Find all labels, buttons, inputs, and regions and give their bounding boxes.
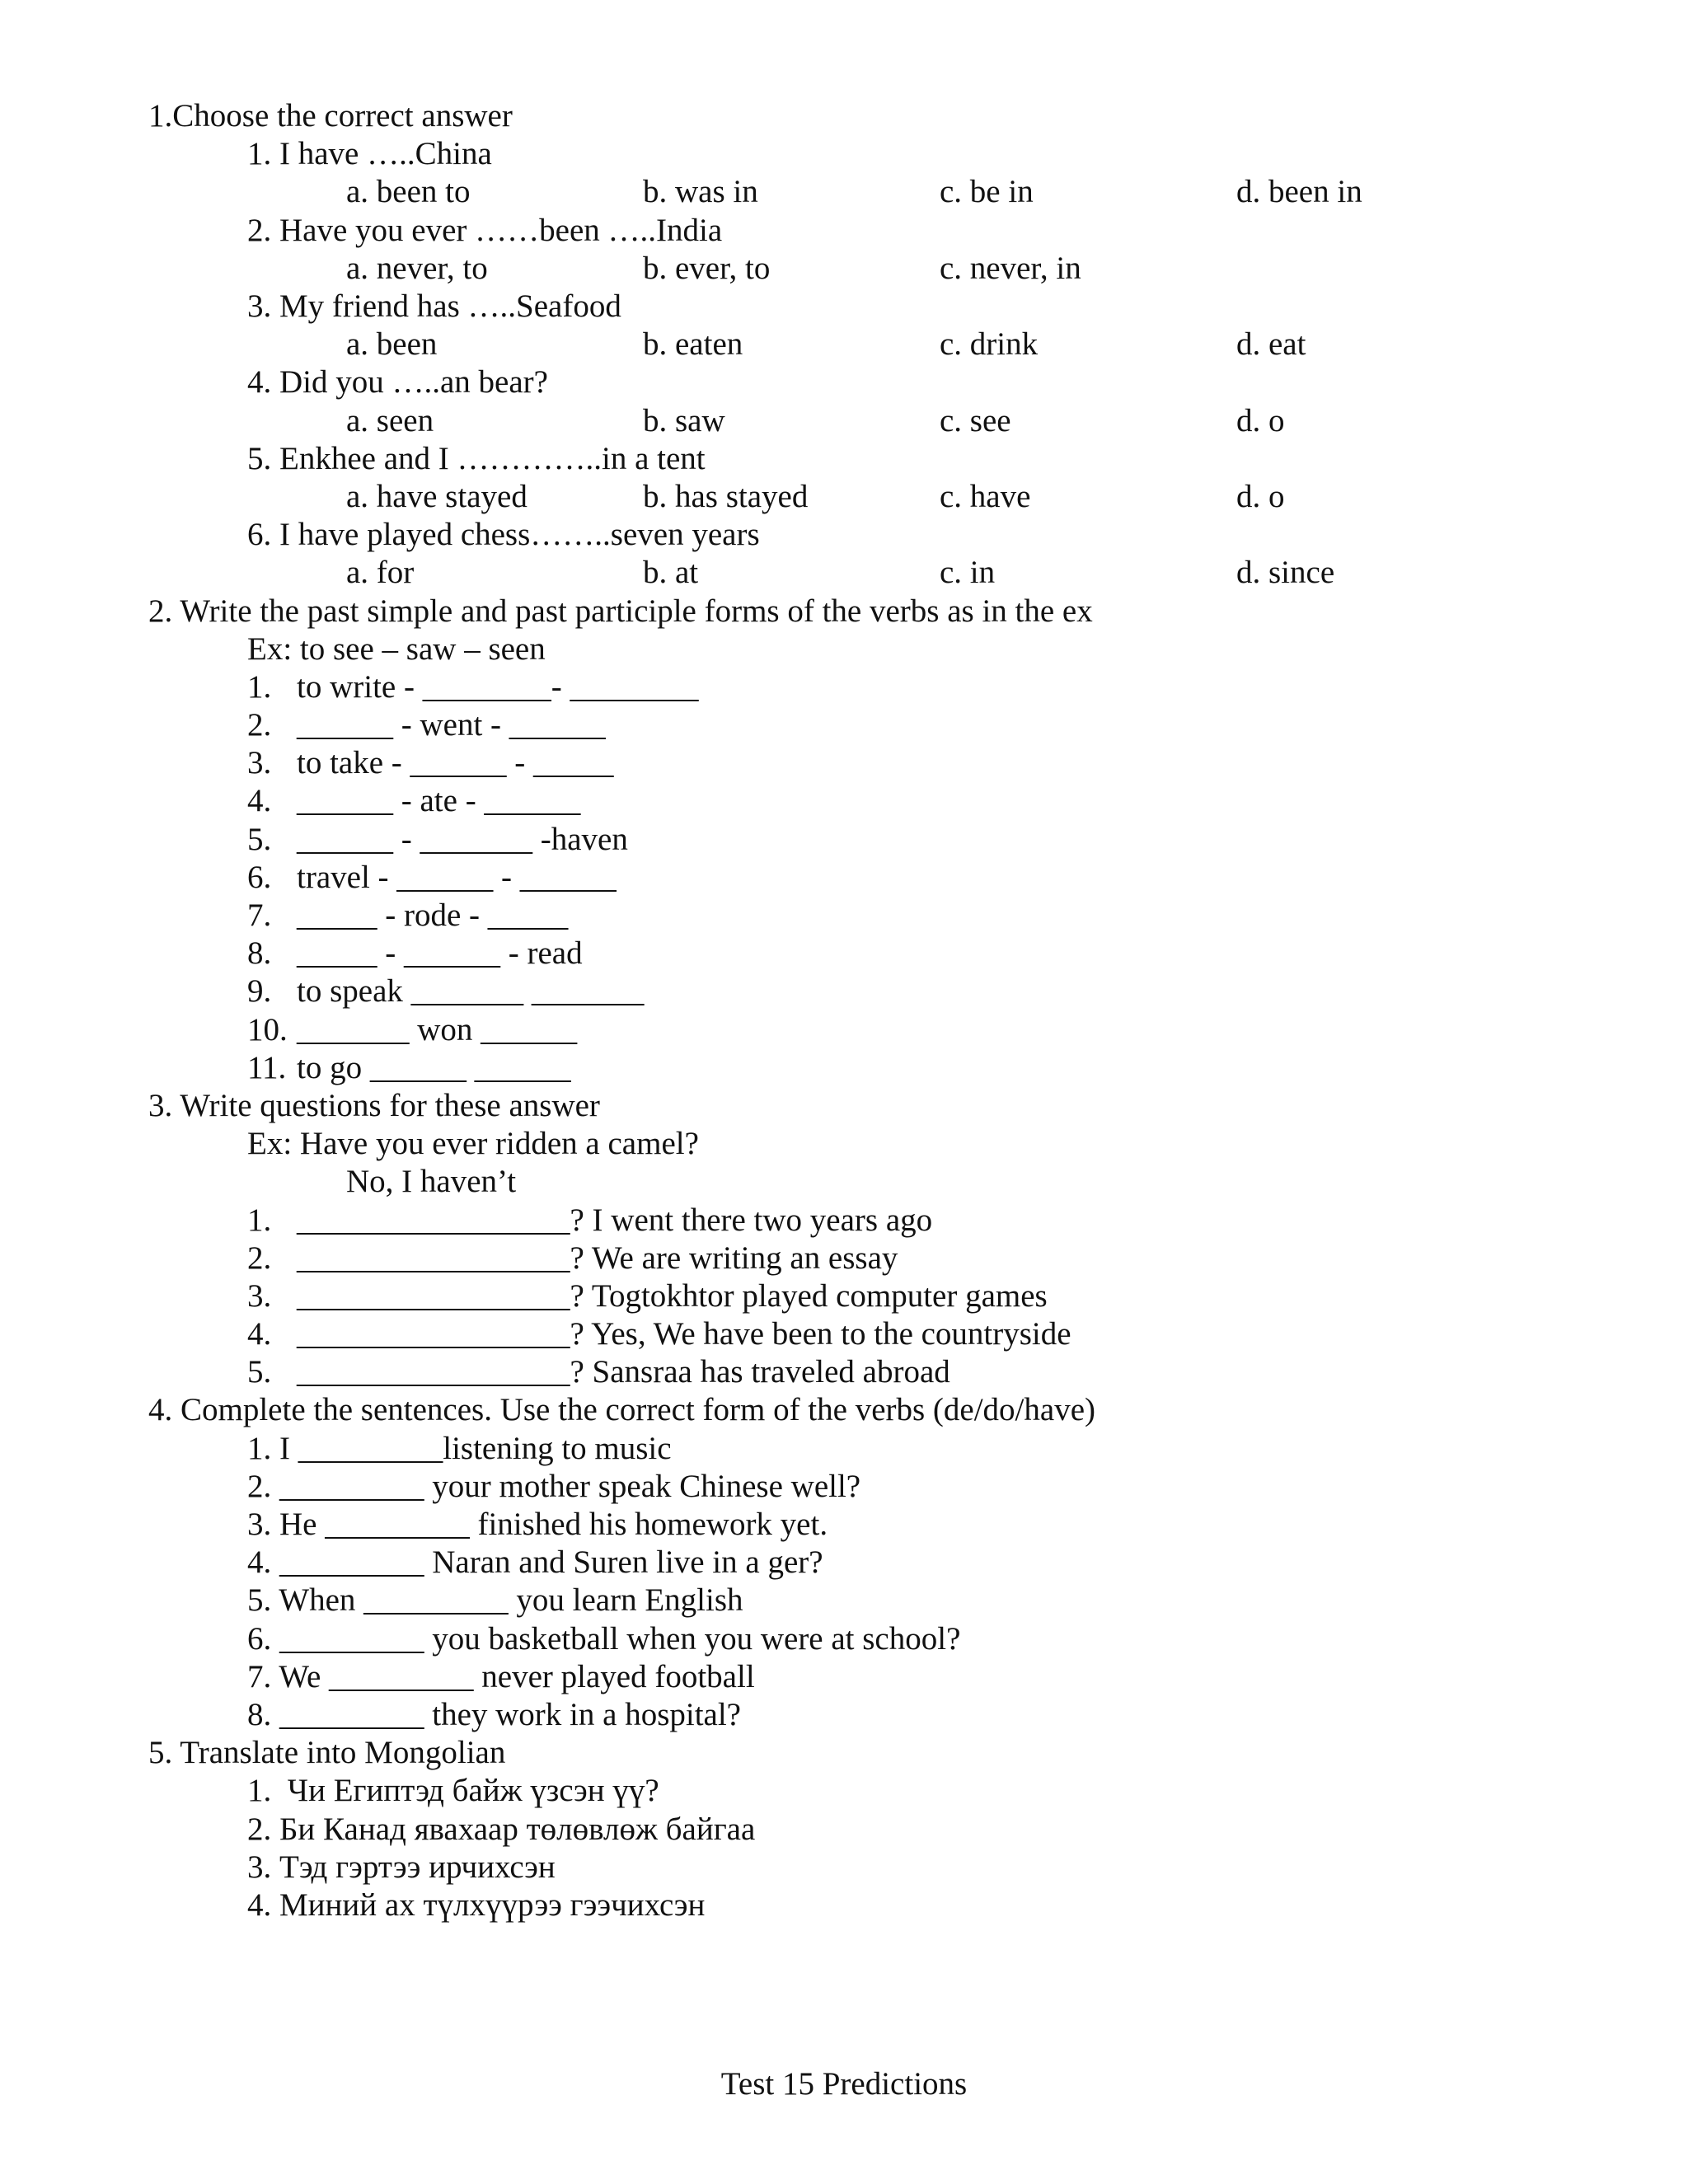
section-1-title: 1.Choose the correct answer [148,98,513,134]
option-a: a. have stayed [346,478,528,514]
sentence-item: 4. _________ Naran and Suren live in a ger? [247,1544,823,1581]
item-text: _________________? Togtokhtor played computer games [297,1277,1048,1314]
option-d: d. eat [1236,326,1306,363]
translate-item: 3. Тэд гэртээ ирчихсэн [247,1849,556,1885]
verb-item [148,897,1591,935]
option-d: d. o [1236,402,1285,438]
option-a: a. been [346,326,438,363]
sentence-item: 5. When _________ you learn English [247,1582,743,1619]
option-d: d. since [1236,555,1335,591]
question-3-options [148,326,1591,363]
question-item [148,1277,1591,1315]
question-4: 4. Did you …..an bear? [247,364,548,401]
section-4-title: 4. Complete the sentences. Use the correct form of the verbs (de/do/have) [148,1392,1095,1428]
question-4-options [148,402,1591,440]
option-c: c. be in [940,174,1034,210]
question-3: 3. My friend has …..Seafood [247,288,621,324]
verb-item [148,782,1591,820]
option-b: b. has stayed [643,478,809,514]
question-5-options [148,478,1591,516]
item-text: ______ - ate - ______ [297,783,581,819]
sentence-item: 7. We _________ never played football [247,1658,755,1694]
verb-item [148,821,1591,859]
sentence-item: 6. _________ you basketball when you were at school? [247,1620,961,1657]
item-number: 11. [247,1049,287,1085]
section-3-title: 3. Write questions for these answer [148,1087,600,1123]
question-1-options [148,173,1591,211]
item-number: 5. [247,821,272,857]
item-text: to write - ________- ________ [297,668,699,705]
item-text: ______ - _______ -haven [297,821,628,857]
item-number: 3. [247,1277,272,1314]
worksheet-content [148,97,1591,1924]
item-number: 4. [247,1316,272,1352]
item-number: 1. [247,1202,272,1238]
question-5: 5. Enkhee and I …………..in a tent [247,440,706,476]
item-text: _____ - ______ - read [297,935,583,972]
item-text: travel - ______ - ______ [297,859,617,895]
option-c: c. have [940,478,1031,514]
question-item [148,1353,1591,1391]
option-c: c. never, in [940,250,1081,286]
translate-item: 4. Миний ах түлхүүрээ гээчихсэн [247,1886,706,1923]
verb-item [148,972,1591,1010]
item-number: 6. [247,859,272,895]
item-number: 4. [247,783,272,819]
option-b: b. ever, to [643,250,771,286]
verb-item [148,859,1591,897]
item-number: 5. [247,1354,272,1390]
option-a: a. been to [346,174,471,210]
translate-item: 2. Би Канад явахаар төлөвлөж байгаа [247,1811,756,1847]
option-b: b. saw [643,402,725,438]
item-number: 7. [247,898,272,934]
option-d: d. been in [1236,174,1362,210]
item-text: _________________? Sansraa has traveled abroad [297,1354,950,1390]
page-footer: Test 15 Predictions [720,2066,968,2102]
sentence-item: 2. _________ your mother speak Chinese well? [247,1468,861,1504]
translate-item: 1. Чи Египтэд байж үзсэн үү? [247,1773,659,1809]
option-c: c. in [940,555,996,591]
question-6-options [148,554,1591,592]
item-number: 1. [247,668,272,705]
question-6: 6. I have played chess……..seven years [247,517,760,553]
sentence-item: 3. He _________ finished his homework yet. [247,1507,828,1543]
item-number: 9. [247,973,272,1010]
item-number: 10. [247,1011,288,1047]
verb-item [148,668,1591,706]
verb-item [148,935,1591,972]
section-3-example: Ex: Have you ever ridden a camel? [247,1126,699,1162]
item-text: _______ won ______ [297,1011,578,1047]
sentence-item: 1. I _________listening to music [247,1430,672,1466]
question-item [148,1202,1591,1240]
option-a: a. seen [346,402,434,438]
item-number: 8. [247,935,272,972]
item-text: _________________? I went there two years ago [297,1202,933,1238]
item-number: 2. [247,1240,272,1276]
option-b: b. eaten [643,326,743,363]
question-2: 2. Have you ever ……been …..India [247,212,723,248]
verb-item [148,1011,1591,1049]
option-a: a. never, to [346,250,488,286]
question-2-options [148,250,1591,288]
option-c: c. drink [940,326,1039,363]
question-1: 1. I have …..China [247,136,492,172]
option-c: c. see [940,402,1011,438]
option-a: a. for [346,555,415,591]
item-number: 2. [247,707,272,743]
item-text: _________________? Yes, We have been to the countryside [297,1316,1071,1352]
section-2-title: 2. Write the past simple and past participle forms of the verbs as in the ex [148,593,1093,629]
item-text: _____ - rode - _____ [297,898,569,934]
item-text: ______ - went - ______ [297,707,606,743]
verb-item [148,706,1591,744]
option-d [1236,250,1533,288]
verb-item [148,1049,1591,1087]
option-d: d. o [1236,478,1285,514]
section-2-example: Ex: to see – saw – seen [247,630,546,667]
item-text: to speak _______ _______ [297,973,645,1010]
option-b: b. at [643,555,699,591]
section-5-title: 5. Translate into Mongolian [148,1735,506,1771]
question-item [148,1315,1591,1353]
option-b: b. was in [643,174,758,210]
item-text: to take - ______ - _____ [297,745,614,781]
sentence-item: 8. _________ they work in a hospital? [247,1696,741,1732]
item-text: _________________? We are writing an essay [297,1240,898,1276]
section-3-example-answer: No, I haven’t [346,1164,517,1200]
verb-item [148,744,1591,782]
item-text: to go ______ ______ [297,1049,571,1085]
item-number: 3. [247,745,272,781]
question-item [148,1240,1591,1277]
